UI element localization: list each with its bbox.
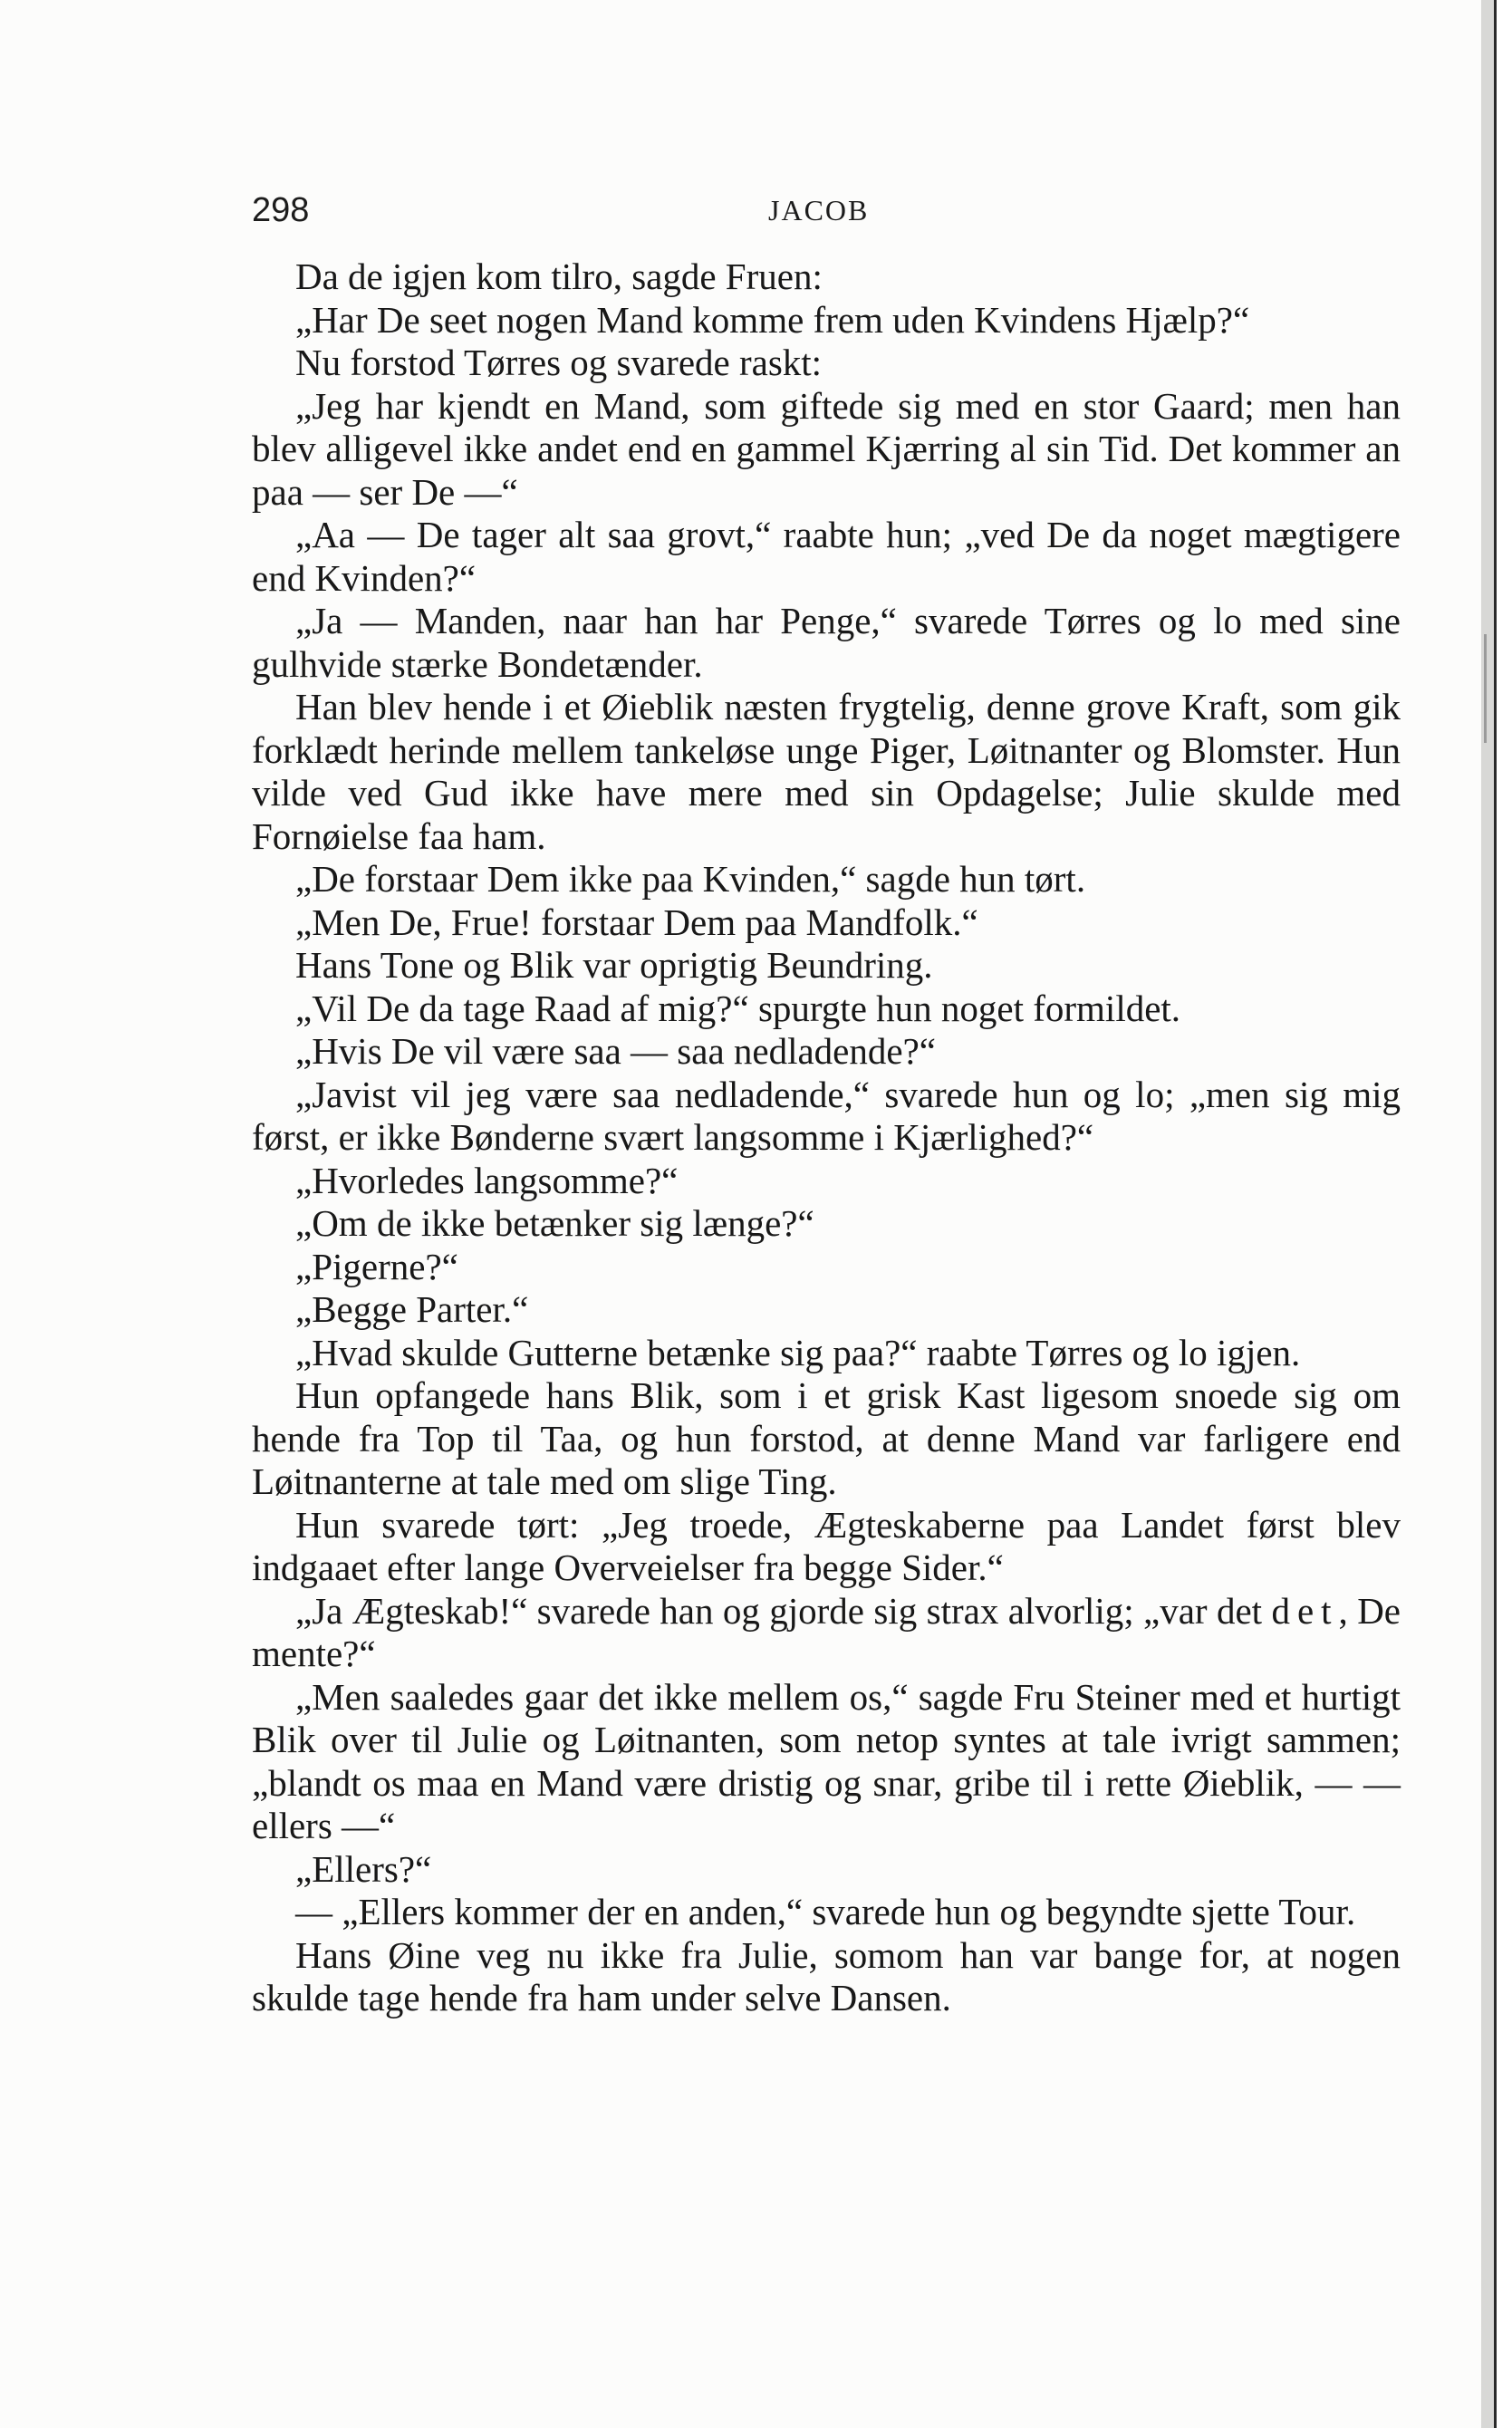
- paragraph: Da de igjen kom tilro, sagde Fruen:: [295, 255, 823, 297]
- paragraph: „Hvis De vil være saa — saa nedladende?“: [295, 1030, 936, 1072]
- paragraph: „Hvorledes langsomme?“: [295, 1159, 679, 1201]
- paragraph: „Har De seet nogen Mand komme frem uden Kvindens Hjælp?“: [295, 298, 1250, 341]
- paragraph: „Pigerne?“: [295, 1245, 458, 1287]
- paragraph: „Men saaledes gaar det ikke mellem os,“ sagde Fru Steiner med et hurtigt Blik over til Julie og Løitnanten, som netop syntes at tale ivrigt sammen; „blandt os maa en Mand være dristig og snar, gribe til i rette Øieblik, — — ellers —“: [252, 1675, 1401, 1846]
- paragraph: „Ja — Manden, naar han har Penge,“ svarede Tørres og lo med sine gulhvide stærke Bondetænder.: [252, 600, 1401, 685]
- page-edge: [1481, 0, 1494, 2428]
- running-head: JACOB: [768, 194, 870, 226]
- paragraph: „Hvad skulde Gutterne betænke sig paa?“ raabte Tørres og lo igjen.: [295, 1331, 1301, 1373]
- spaced-emphasis: det: [1271, 1589, 1339, 1632]
- paragraph: Hun svarede tørt: „Jeg troede, Ægteskaberne paa Landet først blev indgaaet efter lange Overveielser fra begge Sider.“: [252, 1503, 1401, 1588]
- page-header: [252, 187, 1402, 234]
- paragraph: „Om de ikke betænker sig længe?“: [295, 1202, 814, 1244]
- paragraph: „Vil De da tage Raad af mig?“ spurgte hun noget formildet.: [295, 987, 1181, 1029]
- paragraph: „Men De, Frue! forstaar Dem paa Mandfolk.“: [295, 901, 978, 943]
- page-edge-mark: [1484, 634, 1487, 743]
- page-number: 298: [252, 191, 310, 229]
- paragraph-text: „Ja Ægteskab!“ svarede han og gjorde sig strax alvorlig; „var det: [295, 1589, 1272, 1632]
- text-body: [252, 255, 1401, 2020]
- paragraph: Hans Tone og Blik var oprigtig Beundring.: [295, 944, 933, 986]
- paragraph: „Aa — De tager alt saa grovt,“ raabte hun; „ved De da noget mægtigere end Kvinden?“: [252, 514, 1401, 599]
- paragraph: „Javist vil jeg være saa nedladende,“ svarede hun og lo; „men sig mig først, er ikke Bønderne svært langsomme i Kjærlighed?“: [252, 1073, 1401, 1158]
- paragraph: „Ellers?“: [295, 1847, 432, 1890]
- paragraph: Hans Øine veg nu ikke fra Julie, somom han var bange for, at nogen skulde tage hende fra ham under selve Dansen.: [252, 1933, 1401, 2019]
- paragraph: „Begge Parter.“: [295, 1288, 529, 1330]
- paragraph: [252, 1590, 1401, 1676]
- paragraph-text: , De mente?“: [252, 1589, 1401, 1674]
- paragraph: Hun opfangede hans Blik, som i et grisk Kast ligesom snoede sig om hende fra Top til Taa, og hun forstod, at denne Mand var farligere end Løitnanterne at tale med om slige Ting.: [252, 1374, 1401, 1502]
- paragraph: „Jeg har kjendt en Mand, som giftede sig med en stor Gaard; men han blev alligevel ikke andet end en gammel Kjærring al sin Tid. Det kommer an paa — ser De —“: [252, 384, 1401, 513]
- paragraph: Han blev hende i et Øieblik næsten frygtelig, denne grove Kraft, som gik forklædt herinde mellem tankeløse unge Piger, Løitnanter og Blomster. Hun vilde ved Gud ikke have mere med sin Opdagelse; Julie skulde med Fornøielse faa ham.: [252, 686, 1401, 857]
- paragraph: — „Ellers kommer der en anden,“ svarede hun og begyndte sjette Tour.: [295, 1891, 1356, 1932]
- paragraph: „De forstaar Dem ikke paa Kvinden,“ sagde hun tørt.: [295, 858, 1086, 900]
- paragraph: Nu forstod Tørres og svarede raskt:: [295, 342, 823, 383]
